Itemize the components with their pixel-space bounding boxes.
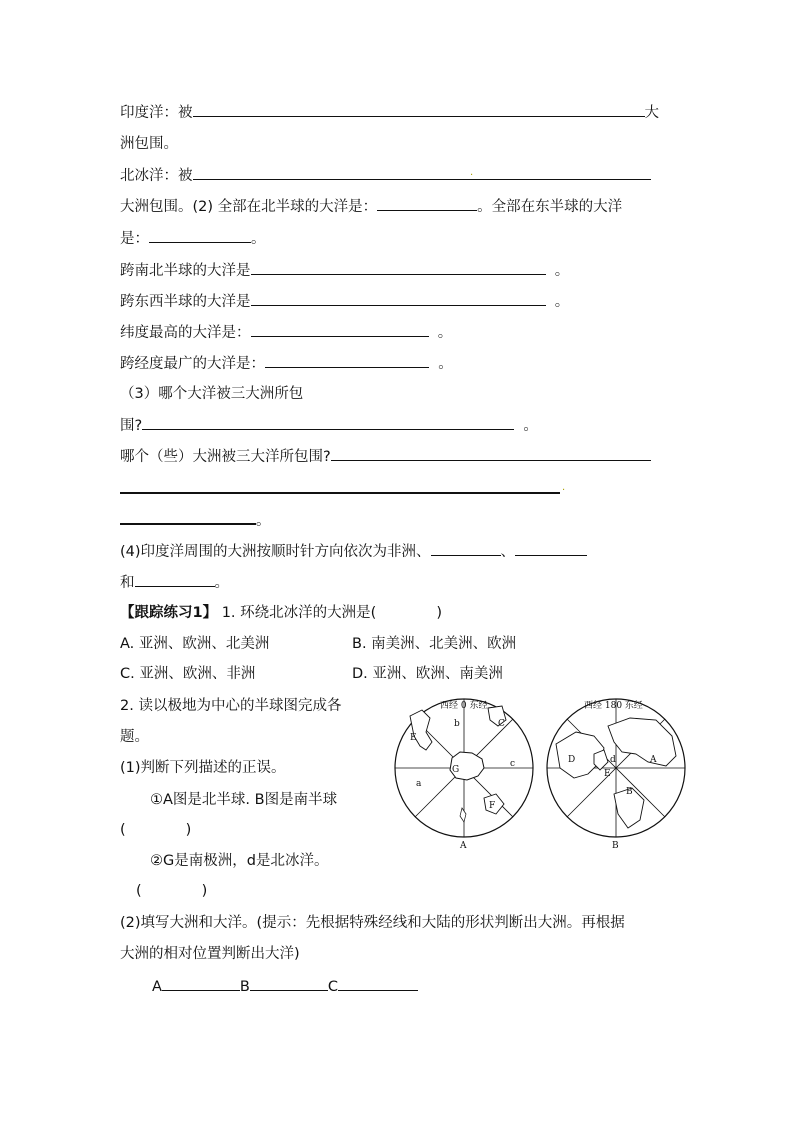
statement-2 xyxy=(150,851,328,871)
line-arctic-ocean xyxy=(120,165,651,186)
map-b-label-4: E xyxy=(604,769,611,779)
option-a-text: A. 亚洲、欧洲、北美洲 xyxy=(120,636,270,652)
line-6 xyxy=(120,260,569,281)
question-2-text: 2. 读以极地为中心的半球图完成各 xyxy=(120,698,342,714)
paren-1-open: ( xyxy=(120,822,126,838)
line-7-end: 。 xyxy=(554,294,570,310)
line-6-text: 跨南北半球的大洋是 xyxy=(120,263,251,279)
line-11 xyxy=(120,415,538,436)
stray-dot-2: · xyxy=(562,485,566,496)
fill-b-label: B xyxy=(239,979,250,995)
question-2-1-text: (1)判断下列描述的正误。 xyxy=(120,760,286,776)
ew-ocean-blank[interactable] xyxy=(251,291,546,306)
line-16-text: 和 xyxy=(120,575,135,591)
fill-row xyxy=(152,976,418,997)
east-hemisphere-blank[interactable] xyxy=(149,228,251,243)
question-2 xyxy=(120,696,341,716)
option-d[interactable] xyxy=(352,664,503,684)
question-2b xyxy=(120,727,149,747)
statement-2-text: ②G是南极洲，d是北冰洋。 xyxy=(150,853,329,869)
map-b-header: 西经 180 东经 xyxy=(584,701,643,711)
line-6-end: 。 xyxy=(554,263,570,279)
line-4-text-b: 。全部在东半球的大洋 xyxy=(477,199,623,215)
line-11-end: 。 xyxy=(523,418,538,434)
question-2-2b-text: 大洲的相对位置判断出大洋) xyxy=(120,946,300,962)
line-2 xyxy=(120,134,178,154)
line-2-text: 洲包围。 xyxy=(120,136,178,152)
line-12-text: 哪个（些）大洲被三大洋所包围? xyxy=(120,449,331,465)
question-2-2-text: (2)填写大洲和大洋。(提示：先根据特殊经线和大陆的形状判断出大洲。再根据 xyxy=(120,915,625,931)
indian-ocean-blank[interactable] xyxy=(193,102,645,117)
paren-1[interactable] xyxy=(120,820,191,840)
map-b-label-1: D xyxy=(568,755,576,765)
option-b[interactable] xyxy=(352,634,516,654)
line-5-text: 是： xyxy=(120,231,149,247)
map-a-label-5: G xyxy=(452,765,460,775)
option-a[interactable] xyxy=(120,634,269,654)
north-hemisphere-blank[interactable] xyxy=(377,196,477,211)
stray-dot: · xyxy=(470,170,474,181)
statement-1-text: ①A图是北半球. B图是南半球 xyxy=(150,792,338,808)
paren-1-close: ) xyxy=(185,822,192,838)
map-b-label-3: A xyxy=(650,755,657,765)
map-a-label-6: c xyxy=(510,759,516,769)
line-15 xyxy=(120,541,587,562)
question-1-end: ) xyxy=(436,605,442,621)
map-a-label-4: a xyxy=(416,779,422,789)
indian-ocean-suffix: 大 xyxy=(644,105,659,121)
line-7-text: 跨东西半球的大洋是 xyxy=(120,294,251,310)
question-2-2b xyxy=(120,944,300,964)
statement-1 xyxy=(150,790,337,810)
line-8-end: 。 xyxy=(437,325,453,341)
map-b-label-2: d xyxy=(610,755,616,765)
paren-2[interactable] xyxy=(136,881,207,901)
polar-map-a xyxy=(392,696,542,850)
option-c-text: C. 亚洲、欧洲、非洲 xyxy=(120,666,256,682)
exercise-1 xyxy=(120,603,442,623)
question-2-1 xyxy=(120,758,286,778)
line-5 xyxy=(120,228,266,249)
arctic-ocean-label: 北冰洋：被 xyxy=(120,168,193,184)
line-indian-ocean xyxy=(120,102,659,123)
line-12 xyxy=(120,446,651,467)
three-continents-blank[interactable] xyxy=(142,415,514,430)
arctic-ocean-blank[interactable] xyxy=(193,165,651,180)
option-d-text: D. 亚洲、欧洲、南美洲 xyxy=(352,666,503,682)
map-a-caption: A xyxy=(460,841,467,850)
question-2b-text: 题。 xyxy=(120,729,149,745)
map-a-label-3: E xyxy=(410,733,417,743)
line-10-text: （3）哪个大洋被三大洲所包 xyxy=(120,386,304,402)
question-2-2 xyxy=(120,913,625,933)
line-5-end: 。 xyxy=(251,231,266,247)
line-16-end: 。 xyxy=(214,575,229,591)
map-a-label-1: b xyxy=(454,719,460,729)
line-10 xyxy=(120,384,303,404)
line-14 xyxy=(120,509,271,531)
three-oceans-blank-3[interactable] xyxy=(120,509,256,525)
map-b-label-5: B xyxy=(626,787,633,797)
indian-ocean-label: 印度洋：被 xyxy=(120,105,193,121)
line-15-sep: 、 xyxy=(500,544,516,560)
clockwise-blank-3[interactable] xyxy=(135,572,215,587)
map-b-caption: B xyxy=(612,841,619,850)
clockwise-blank-1[interactable] xyxy=(431,541,501,556)
line-15-text: (4)印度洋周围的大洲按顺时针方向依次为非洲、 xyxy=(120,544,431,560)
question-1: 1. 环绕北冰洋的大洲是( xyxy=(221,605,377,621)
line-11-text: 围? xyxy=(120,418,143,434)
line-8 xyxy=(120,322,452,343)
option-c[interactable] xyxy=(120,664,255,684)
line-9-end: 。 xyxy=(438,356,453,372)
ns-ocean-blank[interactable] xyxy=(251,260,546,275)
line-16 xyxy=(120,572,229,593)
paren-2-close: ) xyxy=(201,883,208,899)
paren-2-open: ( xyxy=(136,883,142,899)
line-13 xyxy=(120,478,560,500)
polar-map-b xyxy=(544,696,694,850)
fill-a-label: A xyxy=(152,979,162,995)
line-9-text: 跨经度最广的大洋是： xyxy=(120,356,265,372)
fill-a-blank[interactable] xyxy=(162,976,240,991)
line-7 xyxy=(120,291,569,312)
fill-c-label: C xyxy=(327,979,338,995)
line-9 xyxy=(120,353,453,374)
three-oceans-blank[interactable] xyxy=(331,446,651,461)
line-14-end: 。 xyxy=(256,513,271,529)
line-4 xyxy=(120,196,622,217)
line-8-text: 纬度最高的大洋是： xyxy=(120,325,251,341)
option-b-text: B. 南美洲、北美洲、欧洲 xyxy=(352,636,517,652)
three-oceans-blank-2[interactable] xyxy=(120,478,560,494)
fill-c-blank[interactable] xyxy=(338,976,418,991)
line-4-text: 大洲包围。(2) 全部在北半球的大洋是： xyxy=(120,199,378,215)
map-a-label-7: F xyxy=(489,801,496,811)
fill-b-blank[interactable] xyxy=(250,976,328,991)
clockwise-blank-2[interactable] xyxy=(515,541,587,556)
map-a-header: 西经 0 东经 xyxy=(440,701,488,711)
widest-long-blank[interactable] xyxy=(265,353,429,368)
highest-lat-blank[interactable] xyxy=(251,322,429,337)
map-a-label-2: C xyxy=(498,719,505,729)
exercise-tag: 【跟踪练习1】 xyxy=(120,605,218,621)
